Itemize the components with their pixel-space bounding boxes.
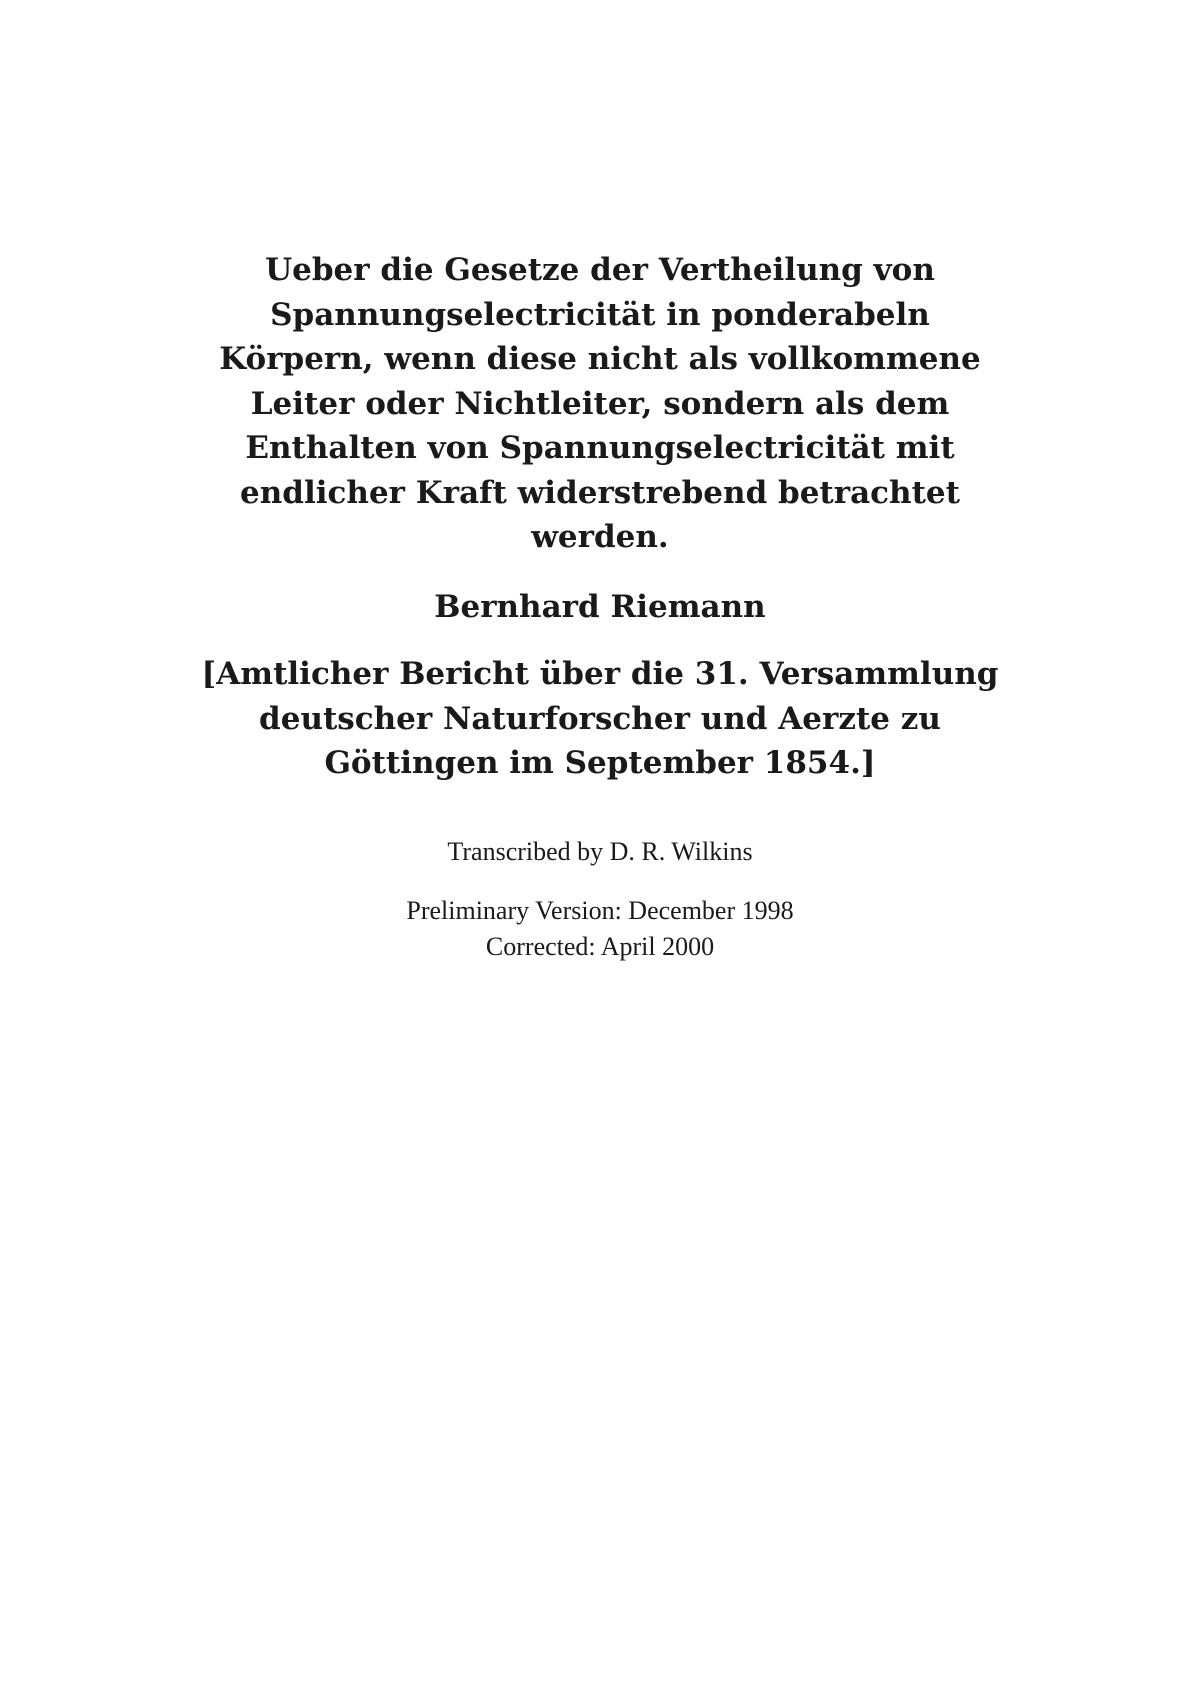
title-line: Ueber die Gesetze der Vertheilung von bbox=[265, 252, 935, 288]
title-line: Leiter oder Nichtleiter, sondern als dem bbox=[250, 385, 950, 422]
transcriber-credit: Transcribed by D. R. Wilkins bbox=[447, 837, 753, 866]
source-line: [Amtlicher Bericht über die 31. Versammlung bbox=[201, 656, 999, 692]
document-title bbox=[150, 248, 1050, 560]
title-line: werden. bbox=[531, 519, 669, 555]
source-line: Göttingen im September 1854.] bbox=[324, 745, 876, 781]
title-line: Körpern, wenn diese nicht als vollkommene bbox=[219, 341, 981, 377]
title-line: Spannungselectricität in ponderabeln bbox=[270, 296, 930, 333]
version-info bbox=[150, 893, 1050, 965]
title-line: endlicher Kraft widerstrebend betrachtet bbox=[240, 474, 960, 511]
author-name: Bernhard Riemann bbox=[434, 589, 766, 625]
title-line: Enthalten von Spannungselectricität mit bbox=[245, 430, 955, 466]
version-line: Preliminary Version: December 1998 bbox=[406, 896, 794, 925]
version-line: Corrected: April 2000 bbox=[485, 932, 715, 961]
source-line: deutscher Naturforscher und Aerzte zu bbox=[259, 700, 941, 737]
source-citation bbox=[150, 652, 1050, 786]
